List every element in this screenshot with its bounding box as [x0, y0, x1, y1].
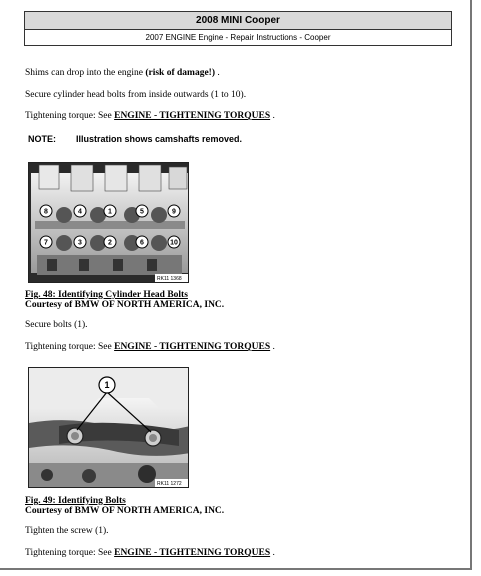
shims-warning: Shims can drop into the engine (risk of damage!) .: [25, 68, 220, 78]
figure-48-title: Fig. 48: Identifying Cylinder Head Bolts: [25, 290, 188, 300]
note: [28, 134, 242, 144]
torque-link-3[interactable]: ENGINE - TIGHTENING TORQUES: [114, 548, 271, 558]
figure-49-title: Fig. 49: Identifying Bolts: [25, 496, 126, 506]
figure-49-caption: [25, 496, 224, 516]
section-subtitle: 2007 ENGINE Engine - Repair Instructions - Cooper: [25, 30, 451, 45]
bolt-callout-7: [40, 236, 52, 248]
svg-text:5: 5: [140, 208, 144, 216]
svg-text:7: 7: [44, 239, 48, 247]
torque-reference-3: Tightening torque: See ENGINE - TIGHTENING TORQUES .: [25, 548, 275, 558]
svg-text:3: 3: [78, 239, 82, 247]
note-label: NOTE:: [28, 134, 56, 144]
torque-reference-2: Tightening torque: See ENGINE - TIGHTENING TORQUES .: [25, 342, 275, 352]
svg-text:8: 8: [44, 208, 48, 216]
svg-text:4: 4: [78, 208, 82, 216]
bolt-callout-4: [74, 205, 86, 217]
bolt-callout-8: [40, 205, 52, 217]
svg-text:9: 9: [172, 208, 176, 216]
svg-text:2: 2: [108, 239, 112, 247]
bolt-callout-3: [74, 236, 86, 248]
figure-49-image: [28, 367, 189, 488]
bolt-callout-1: [104, 205, 116, 217]
cylinder-head-illustration: [29, 163, 189, 283]
torque-link-2[interactable]: ENGINE - TIGHTENING TORQUES: [114, 342, 271, 352]
svg-text:10: 10: [170, 239, 178, 247]
tighten-screw-instruction: Tighten the screw (1).: [25, 526, 109, 536]
svg-text:1: 1: [108, 208, 112, 216]
document-header: [24, 11, 452, 46]
bolt-callout-1: [99, 377, 115, 393]
svg-text:6: 6: [140, 239, 144, 247]
bolt-callout-6: [136, 236, 148, 248]
bolt-callout-5: [136, 205, 148, 217]
bolt-callout-2: [104, 236, 116, 248]
figure-48-caption: [25, 290, 224, 310]
torque-reference-1: Tightening torque: See ENGINE - TIGHTENING TORQUES .: [25, 111, 275, 121]
secure-bolts-instruction: Secure bolts (1).: [25, 320, 88, 330]
torque-link-1[interactable]: ENGINE - TIGHTENING TORQUES: [114, 111, 271, 121]
figure-48-code: RK11 1368: [157, 276, 182, 282]
bolts-illustration: [29, 368, 189, 488]
damage-warning: (risk of damage!): [145, 68, 215, 78]
figure-48-image: [28, 162, 189, 283]
figure-49-courtesy: Courtesy of BMW OF NORTH AMERICA, INC.: [25, 506, 225, 516]
bolt-sequence-instruction: Secure cylinder head bolts from inside outwards (1 to 10).: [25, 90, 247, 100]
bolt-callout-10: [168, 236, 180, 248]
vehicle-title: 2008 MINI Cooper: [25, 12, 451, 30]
bolt-callout-9: [168, 205, 180, 217]
figure-49-code: RK11 1272: [157, 481, 182, 487]
note-text: Illustration shows camshafts removed.: [76, 134, 243, 144]
svg-text:1: 1: [104, 380, 110, 390]
figure-48-courtesy: Courtesy of BMW OF NORTH AMERICA, INC.: [25, 300, 225, 310]
